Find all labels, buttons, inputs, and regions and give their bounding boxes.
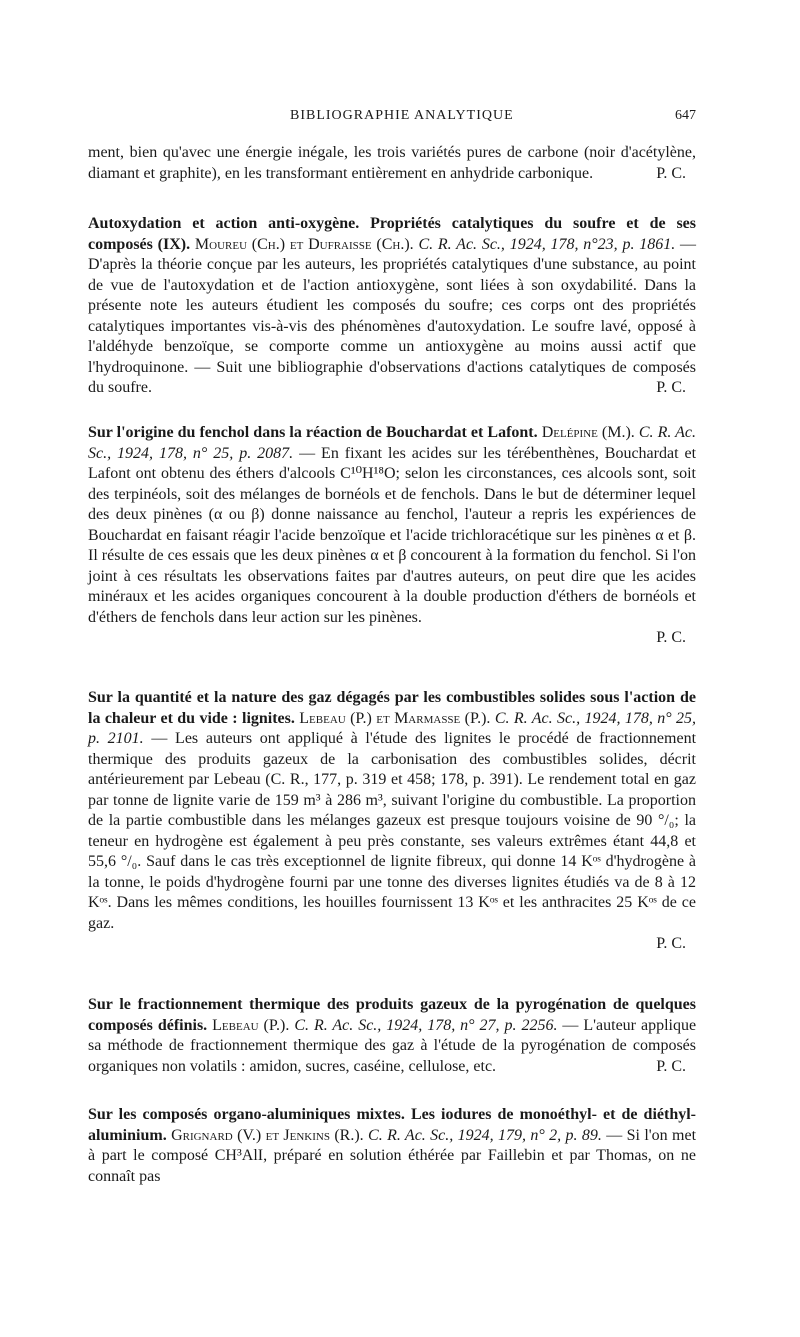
entry-body: — D'après la théorie conçue par les auteurs, les propriétés catalytiques d'une substance, au point de vue de l'autoxydation et de l'action antioxygène, sont liées à son oxydabilité. Dans la présente note les auteurs étudient les composés du soufre; ces corps ont des propriétés catalytiques importantes vis-à-vis des phénomènes d'autoxydation. Le soufre lavé, opposé à l'aldéhyde benzoïque, se comporte comme un antioxygène au moins aussi actif que l'hydroquinone. — Suit une bibliographie d'observations d'actions catalytiques de composés du soufre. [88, 235, 697, 396]
entry-authors: Moureu (Ch.) et Dufraisse (Ch.). [194, 235, 414, 253]
abstract-entry [88, 995, 696, 1077]
entry-authors: Delépine (M.). [541, 424, 635, 441]
abstract-entry [88, 1105, 696, 1187]
entry-citation: C. R. Ac. Sc., 1924, 178, n° 27, p. 2256. [294, 1016, 558, 1034]
entry-body: — Les auteurs ont appliqué à l'étude des lignites le procédé de fractionnement thermique des produits gazeux de la carbonisation des combustibles solides, décrit antérieurement par Lebeau (C. R., 177, p. 319 et 458; 178, p. 391). Le rendement total en gaz par tonne de lignite varie de 159 m³ à 286 m³, suivant l'origine du combustible. La proportion de la partie combustible dans les mélanges gazeux est presque toujours voisine de 90 °/₀; la teneur en hydrogène est également à peu près constante, ses valeurs extrêmes étant 44,8 et 55,6 °/₀. Sauf dans le cas très exceptionnel de lignite fibreux, qui donne 14 Kᵒˢ d'hydrogène à la tonne, le poids d'hydrogène fourni par une tonne des diverses lignites étudiés va de 8 à 12 Kᵒˢ. Dans les mêmes conditions, les houilles fournissent 13 Kᵒˢ et les anthracites 25 Kᵒˢ de ce gaz. [88, 730, 697, 932]
entry-signature: P. C. [656, 379, 686, 396]
abstract-entry [88, 423, 696, 649]
entry-body: — L'auteur applique sa méthode de fractionnement thermique des gaz à l'étude de la pyrogénation de composés organiques non volatils : amidon, sucres, caséine, cellulose, etc. [88, 1016, 697, 1075]
entry-authors: Grignard (V.) et Jenkins (R.). [171, 1126, 364, 1144]
abstract-entry-continuation [88, 143, 696, 184]
entry-body: ment, bien qu'avec une énergie inégale, les trois variétés pures de carbone (noir d'acétylène, diamant et graphite), en les transformant entièrement en anhydride carbonique. [88, 144, 696, 182]
entry-citation: C. R. Ac. Sc., 1924, 178, n° 25, p. 2087. [88, 424, 697, 462]
entry-title: Sur le fractionnement thermique des produits gazeux de la pyrogénation de quelques composés définis. [88, 996, 696, 1034]
abstract-entry [88, 214, 696, 399]
entry-title: Sur les composés organo-aluminiques mixtes. Les iodures de monoéthyl- et de diéthyl-aluminium. [88, 1106, 696, 1144]
entry-body: — Si l'on met à part le composé CH³AlI, préparé en solution éthérée par Faillebin et par Thomas, on ne connaît pas [88, 1126, 697, 1185]
entry-citation: C. R. Ac. Sc., 1924, 178, n° 25, p. 2101. [88, 709, 697, 747]
entry-body: — En fixant les acides sur les térébenthènes, Bouchardat et Lafont ont obtenu des éthers d'alcools C¹⁰H¹⁸O; selon les circonstances, ces alcools sont, soit des terpinéols, soit des mélanges de bornéols et de fenchols. Dans le but de déterminer lequel des deux pinènes (α ou β) donne naissance au fenchol, l'auteur a repris les expériences de Bouchardat en faisant réagir l'acide benzoïque et l'acide trichloracétique sur les pinènes α et β. Il résulte de ces essais que les deux pinènes α et β concourent à la formation du fenchol. Si l'on joint à ces résultats les observations faites par d'autres auteurs, on peut dire que les acides minéraux et les acides organiques concourent à la double production d'éthers de bornéols et d'éthers de fenchols dans leur action sur les pinènes. [88, 444, 697, 626]
entry-citation: C. R. Ac. Sc., 1924, 178, n°23, p. 1861. [418, 235, 676, 253]
header-title: BIBLIOGRAPHIE ANALYTIQUE [290, 108, 514, 123]
entry-title: Sur la quantité et la nature des gaz dégagés par les combustibles solides sous l'action de la chaleur et du vide : lignites. [88, 689, 696, 727]
entry-signature: P. C. [656, 935, 686, 952]
abstract-entry [88, 688, 696, 955]
entry-signature: P. C. [656, 1057, 686, 1075]
entry-signature: P. C. [656, 164, 686, 182]
page-number: 647 [675, 108, 696, 123]
entry-signature: P. C. [656, 629, 686, 646]
entry-title: Sur l'origine du fenchol dans la réaction de Bouchardat et Lafont. [88, 424, 538, 441]
entry-authors: Lebeau (P.) et Marmasse (P.). [299, 709, 491, 727]
entry-authors: Lebeau (P.). [212, 1016, 290, 1034]
entry-title: Autoxydation et action anti-oxygène. Propriétés catalytiques du soufre et de ses composés (IX). [88, 215, 696, 253]
entry-citation: C. R. Ac. Sc., 1924, 179, n° 2, p. 89. [368, 1126, 602, 1144]
running-header [88, 108, 696, 128]
